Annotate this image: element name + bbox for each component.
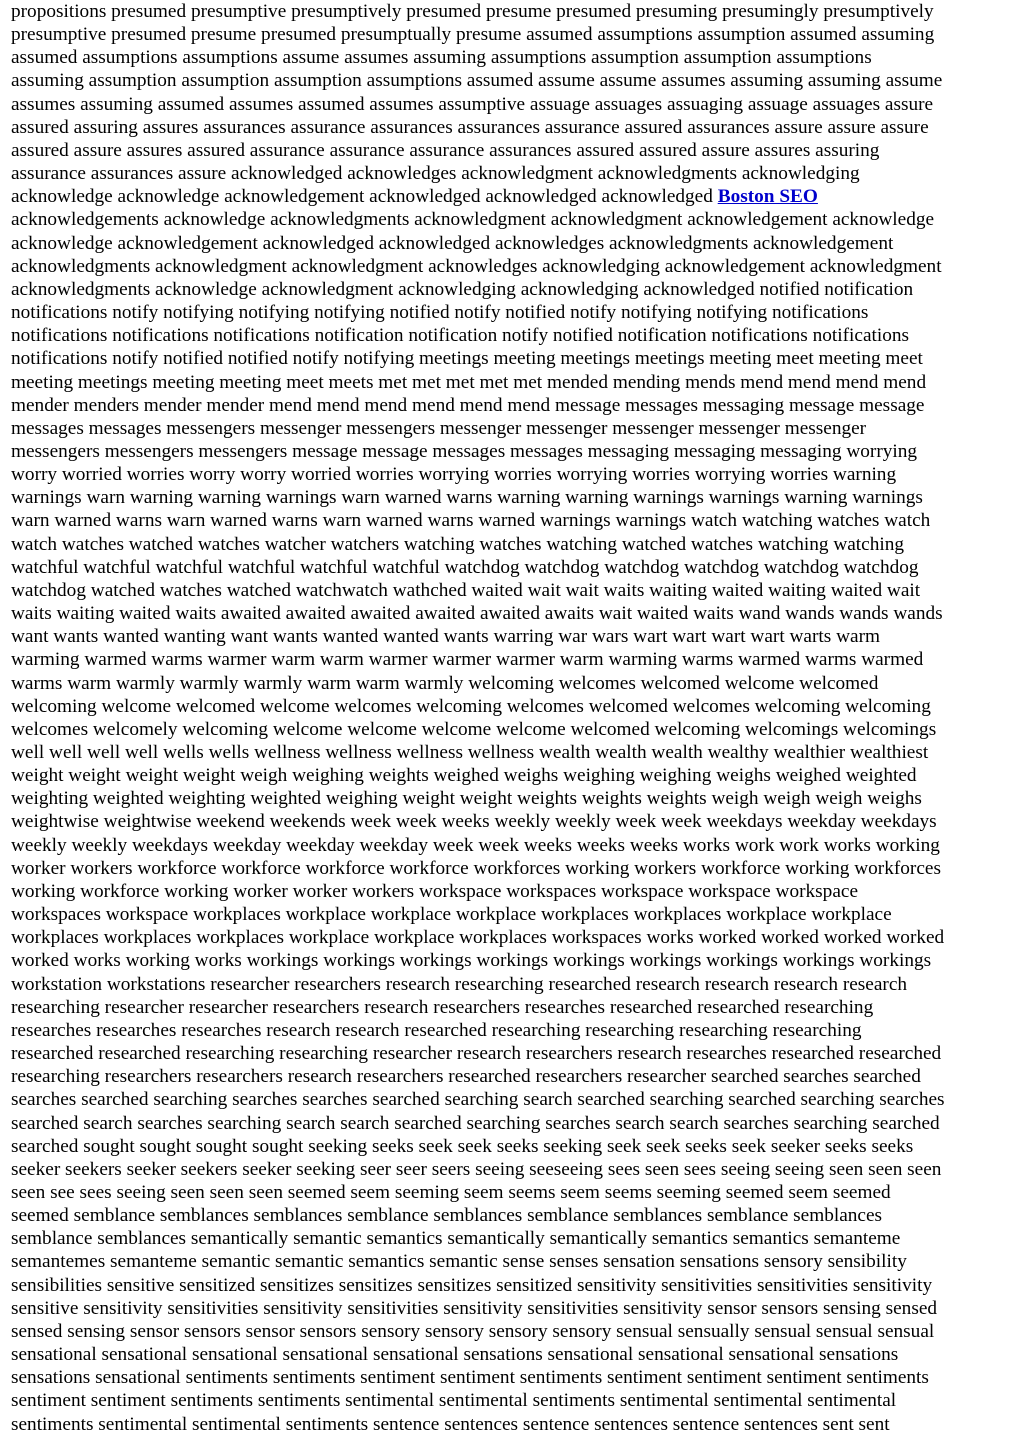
text-line bbox=[11, 208, 1016, 231]
text-line bbox=[11, 0, 1016, 23]
text-line bbox=[11, 116, 1016, 139]
text-line bbox=[11, 440, 1016, 463]
text-line-content: want wants wanted wanting want wants wanted wanted wants warring war wars wart wart wart wart warts warm bbox=[11, 626, 880, 648]
text-line bbox=[11, 417, 1016, 440]
text-line bbox=[11, 857, 1016, 880]
text-line bbox=[11, 1042, 1016, 1065]
text-line-content: seemed semblance semblances semblances semblance semblances semblance semblances semblance semblances bbox=[11, 1205, 883, 1227]
text-line bbox=[11, 695, 1016, 718]
text-line-content: messengers messengers messengers message message messages messages messaging messaging messaging worrying bbox=[11, 440, 918, 462]
text-line bbox=[11, 556, 1016, 579]
text-line bbox=[11, 1389, 1016, 1412]
text-line-content: sentiments sentimental sentimental sentiments sentence sentences sentence sentences sentence sentences sent sent bbox=[11, 1413, 890, 1435]
text-line-content: assurance assurances assure acknowledged acknowledges acknowledgment acknowledgments acknowledging bbox=[11, 163, 860, 185]
text-line bbox=[11, 23, 1016, 46]
text-line-content: assumed assumptions assumptions assume assumes assuming assumptions assumption assumption assumptions bbox=[11, 47, 872, 69]
text-line-content: watchdog watched watches watched watchwatch wathched waited wait wait waits waiting waited waiting waited wait bbox=[11, 579, 921, 601]
text-line-content: workplaces workplaces workplaces workplace workplace workplaces workspaces works worked worked worked worked bbox=[11, 927, 945, 949]
text-line-content: researching researcher researcher researchers research researchers researches researched researched researching bbox=[11, 996, 874, 1018]
text-line bbox=[11, 371, 1016, 394]
text-line bbox=[11, 834, 1016, 857]
text-line-content: searched search searches searching search search searched searching searches search search searches searching searched bbox=[11, 1112, 940, 1134]
text-line bbox=[11, 463, 1016, 486]
text-line-content: assured assuring assures assurances assurance assurances assurances assurance assured assurances assure assure assure bbox=[11, 116, 929, 138]
text-line-content: acknowledge acknowledge acknowledgement acknowledged acknowledged acknowledged bbox=[11, 186, 713, 208]
text-line-content: well well well well wells wells wellness wellness wellness wellness wealth wealth wealth wealthy wealthier wealthiest bbox=[11, 742, 929, 763]
text-line-content: notifications notify notified notified notify notifying meetings meeting meetings meetings meeting meet meeting meet bbox=[11, 348, 923, 370]
text-line bbox=[11, 324, 1016, 347]
text-line-content: seen see sees seeing seen seen seen seemed seem seeming seem seems seem seems seeming seemed seem seemed bbox=[11, 1181, 891, 1203]
text-line bbox=[11, 347, 1016, 370]
text-line bbox=[11, 949, 1016, 972]
text-line-content: notifications notify notifying notifying notifying notified notify notified notify notifying notifying notifications bbox=[11, 302, 869, 324]
text-line-content: researches researches researches research research researched researching researching researching researching bbox=[11, 1019, 862, 1041]
text-line bbox=[11, 255, 1016, 278]
text-line-content: meeting meetings meeting meeting meet meets met met met met met mended mending mends mend mend mend mend bbox=[11, 371, 927, 393]
text-line-content: warming warmed warms warmer warm warm warmer warmer warmer warm warming warms warmed warms warmed bbox=[11, 649, 924, 671]
text-line-content: workstation workstations researcher researchers research researching researched research research research research bbox=[11, 973, 908, 995]
text-line bbox=[11, 509, 1016, 532]
text-line-content: sensed sensing sensor sensors sensor sensors sensory sensory sensory sensory sensual sensually sensual sensual sensual bbox=[11, 1320, 935, 1342]
text-line-content: welcoming welcome welcomed welcome welcomes welcoming welcomes welcomed welcomes welcoming welcoming bbox=[11, 695, 931, 717]
text-line-content: researched researched researching researching researcher research researchers research researches researched researched bbox=[11, 1043, 942, 1065]
text-line bbox=[11, 1204, 1016, 1227]
text-line bbox=[11, 1135, 1016, 1158]
text-line bbox=[11, 1274, 1016, 1297]
text-line-content: warms warm warmly warmly warmly warm warm warmly welcoming welcomes welcomed welcome welcomed bbox=[11, 672, 879, 694]
text-line bbox=[11, 903, 1016, 926]
text-line bbox=[11, 787, 1016, 810]
text-line-content: sentiment sentiment sentiments sentiments sentimental sentimental sentiments sentimental sentimental sentimental bbox=[11, 1390, 897, 1412]
text-line-content: notifications notifications notifications notification notification notify notified notification notifications notifications bbox=[11, 325, 909, 347]
text-line-content: acknowledgments acknowledgment acknowledgment acknowledges acknowledging acknowledgement acknowledgment bbox=[11, 255, 942, 277]
text-line bbox=[11, 301, 1016, 324]
text-line-content: workspaces workspace workplaces workplace workplace workplace workplaces workplaces workplace workplace bbox=[11, 904, 892, 926]
text-line-content: propositions presumed presumptive presumptively presumed presume presumed presuming presumingly presumptively bbox=[11, 1, 934, 22]
text-line-content: sensibilities sensitive sensitized sensitizes sensitizes sensitizes sensitized sensitivity sensitivities sensitivities sensitivity bbox=[11, 1274, 933, 1296]
text-line-content: searched sought sought sought sought seeking seeks seek seek seeks seeking seek seek seeks seek seeker seeks seeks bbox=[11, 1135, 914, 1157]
text-line-content: weekly weekly weekdays weekday weekday weekday week week weeks weeks weeks works work work works working bbox=[11, 834, 940, 856]
text-line bbox=[11, 69, 1016, 92]
text-line-content: assuming assumption assumption assumption assumptions assumed assume assume assumes assuming assuming assume bbox=[11, 70, 943, 92]
text-line-content: mender menders mender mender mend mend mend mend mend mend message messages messaging message message bbox=[11, 394, 925, 416]
text-line-content: watchful watchful watchful watchful watchful watchful watchdog watchdog watchdog watchdog watchdog watchdog bbox=[11, 556, 919, 578]
text-line bbox=[11, 764, 1016, 787]
text-line-content: warn warned warns warn warned warns warn warned warns warned warnings warnings watch watching watches watch bbox=[11, 510, 931, 532]
text-line bbox=[11, 1158, 1016, 1181]
text-line-content: sensational sensational sensational sensational sensational sensations sensational sensational sensational sensations bbox=[11, 1344, 899, 1366]
text-line bbox=[11, 1088, 1016, 1111]
text-line bbox=[11, 973, 1016, 996]
text-line bbox=[11, 1227, 1016, 1250]
text-line bbox=[11, 625, 1016, 648]
text-line-content: assured assure assures assured assurance assurance assurance assurances assured assured assure assures assuring bbox=[11, 139, 880, 161]
text-line bbox=[11, 533, 1016, 556]
text-line bbox=[11, 810, 1016, 833]
text-line-content: worker workers workforce workforce workforce workforce workforces working workers workforce working workforces bbox=[11, 857, 941, 879]
text-line-content: waits waiting waited waits awaited awaited awaited awaited awaited awaits wait waited waits wand wands wands wands bbox=[11, 603, 943, 625]
text-line-content: warnings warn warning warning warnings warn warned warns warning warning warnings warnings warning warnings bbox=[11, 487, 923, 509]
text-line-content: sensitive sensitivity sensitivities sensitivity sensitivities sensitivity sensitivities sensitivity sensor sensors sensing sensed bbox=[11, 1297, 938, 1319]
text-line-content: acknowledgements acknowledge acknowledgments acknowledgment acknowledgment acknowledgement acknowledge bbox=[11, 209, 935, 231]
text-line-content: messages messages messengers messenger messengers messenger messenger messenger messenger messenger bbox=[11, 417, 867, 439]
text-line bbox=[11, 1320, 1016, 1343]
text-line bbox=[11, 1065, 1016, 1088]
text-line bbox=[11, 1019, 1016, 1042]
text-line bbox=[11, 46, 1016, 69]
text-line-content: watch watches watched watches watcher watchers watching watches watching watched watches watching watching bbox=[11, 533, 904, 555]
text-line bbox=[11, 185, 1016, 208]
text-line-content: weight weight weight weight weigh weighing weights weighed weighs weighing weighing weighs weighed weighted bbox=[11, 765, 917, 787]
text-line bbox=[11, 139, 1016, 162]
boston-seo-link[interactable]: Boston SEO bbox=[717, 186, 818, 208]
text-line bbox=[11, 648, 1016, 671]
text-line-content: worked works working works workings workings workings workings workings workings workings workings workings bbox=[11, 950, 932, 972]
text-line bbox=[11, 926, 1016, 949]
text-line bbox=[11, 1112, 1016, 1135]
text-line bbox=[11, 162, 1016, 185]
text-line bbox=[11, 278, 1016, 301]
text-line-content: presumptive presumed presume presumed presumptually presume assumed assumptions assumption assumed assuming bbox=[11, 24, 935, 46]
text-line-content: weightwise weightwise weekend weekends week week weeks weekly weekly week week weekdays weekday weekdays bbox=[11, 811, 937, 833]
text-line bbox=[11, 232, 1016, 255]
text-line-content: searches searched searching searches searches searched searching search searched searching searched searching searches bbox=[11, 1089, 945, 1111]
text-line bbox=[11, 1413, 1016, 1436]
keyword-text-body bbox=[11, 0, 1016, 1436]
text-line bbox=[11, 1181, 1016, 1204]
text-line bbox=[11, 486, 1016, 509]
text-line bbox=[11, 1250, 1016, 1273]
text-line-content: welcomes welcomely welcoming welcome welcome welcome welcome welcomed welcoming welcomings welcomings bbox=[11, 718, 937, 740]
text-line-content: seeker seekers seeker seekers seeker seeking seer seer seers seeing seeseeing sees seen sees seeing seeing seen seen seen bbox=[11, 1158, 942, 1180]
text-line bbox=[11, 602, 1016, 625]
text-line-content: acknowledgments acknowledge acknowledgment acknowledging acknowledging acknowledged notified notification bbox=[11, 278, 914, 300]
text-line bbox=[11, 672, 1016, 695]
text-line bbox=[11, 579, 1016, 602]
text-line-content: semblance semblances semantically semantic semantics semantically semantically semantics semantics semanteme bbox=[11, 1228, 901, 1250]
text-line bbox=[11, 1297, 1016, 1320]
text-line-content: semantemes semanteme semantic semantic semantics semantic sense senses sensation sensations sensory sensibility bbox=[11, 1251, 907, 1273]
text-line-content: researching researchers researchers research researchers researched researchers researcher searched searches searched bbox=[11, 1066, 921, 1088]
text-line bbox=[11, 880, 1016, 903]
text-line-content: weighting weighted weighting weighted weighing weight weight weights weights weights weigh weigh weigh weighs bbox=[11, 788, 922, 810]
text-line-content: assumes assuming assumed assumes assumed assumes assumptive assuage assuages assuaging assuage assuages assure bbox=[11, 93, 934, 115]
text-line bbox=[11, 718, 1016, 741]
text-line bbox=[11, 394, 1016, 417]
text-line bbox=[11, 93, 1016, 116]
text-line bbox=[11, 1366, 1016, 1389]
text-line-content: working workforce working worker worker workers workspace workspaces workspace workspace workspace bbox=[11, 880, 859, 902]
text-line-content: sensations sensational sentiments sentiments sentiment sentiment sentiments sentiment sentiment sentiment sentiments bbox=[11, 1367, 929, 1389]
text-line-content: worry worried worries worry worry worried worries worrying worries worrying worries worrying worries warning bbox=[11, 464, 897, 486]
text-line-content: acknowledge acknowledgement acknowledged acknowledged acknowledges acknowledgments acknowledgement bbox=[11, 232, 894, 254]
text-line bbox=[11, 996, 1016, 1019]
text-line bbox=[11, 1343, 1016, 1366]
text-line bbox=[11, 741, 1016, 764]
